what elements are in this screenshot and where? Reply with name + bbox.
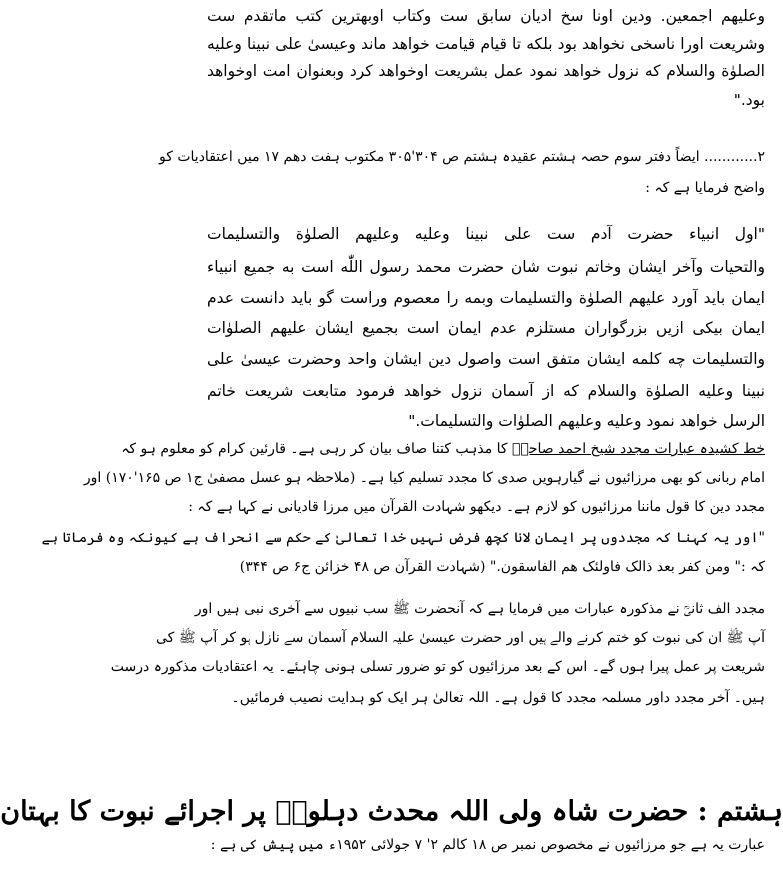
- text-line: وعلیهم اجمعین. ودین اونا سخ ادیان سابق ست وکتاب اوبهترین کتب ماتقدم ست: [207, 7, 765, 25]
- underlined-phrase: خط کشیدہ عبارات مجدد شیخ احمد صاحبؒ: [512, 441, 765, 457]
- text-line: آپ ﷺ ان کی نبوت کو ختم کرنے والے ہیں اور حضرت عیسیٰ علیہ السلام آسمان سے نازل ہو کر آپ ﷺ کی: [156, 630, 765, 646]
- text-line: ہیں۔ آخر مجدد داور مسلمہ مجدد کا قول ہے۔ اللہ تعالیٰ ہر ایک کو ہدایت نصیب فرمائیں۔: [231, 690, 765, 706]
- text-line: "اور یہ کہنا کہ مجددوں پر ایمان لانا کچھ فرض نہیں خدا تعالیٰ کے حکم سے انحراف ہے کیونکہ وہ فرماتا ہے: [41, 530, 765, 546]
- text-line: والتسلیمات چه کلمه ایشان متفق است واصول دین ایشان واحد وحضرت عیسیٰ علی: [207, 350, 765, 368]
- text-line: الرسل خواهد نمود وعلیه وعلیهم الصلوٰات والتسلیمات.": [408, 412, 765, 430]
- text-line: مجدد الف ثانیؒ نے مذکورہ عبارات میں فرمایا ہے کہ آنحضرت ﷺ سب نبیوں سے آخری نبی ہیں اور: [194, 601, 765, 617]
- text-line: مجدد دین کا قول ماننا مرزائیوں کو لازم ہے۔ دیکھو شہادت القرآن میں مرزا قادیانی نے کہا ہے کہ :: [188, 499, 765, 515]
- text-line: "اول انبیاء حضرت آدم ست علی نبینا وعلیه وعلیهم الصلوٰة والتسلیمات: [207, 225, 765, 243]
- text-line: امام ربانی کو بھی مرزائیوں نے گیارہویں صدی کا مجدد تسلیم کیا ہے۔ (ملاحظہ ہو عسل مصفیٰ ج۱ ص ۱۶۵'۱۷۰) اور: [83, 470, 765, 486]
- text-line: نبینا وعلیه الصلوٰة والسلام که از آسمان نزول خواهد فرمود متابعت شریعت خاتم: [207, 382, 765, 400]
- text-line: ۲............ ایضاً دفتر سوم حصہ ہشتم عقیدہ ہشتم ص ۳۰۴'۳۰۵ مکتوب ہفت دھم ۱۷ میں اعتقادیات کو: [159, 149, 765, 165]
- text-line: الصلوٰة والسلام که نزول خواهد نمود عمل بشریعت اوخواهد کرد وبعنوان امت اوخواهد: [207, 62, 765, 80]
- text-line: خط کشیدہ عبارات مجدد شیخ احمد صاحبؒ کا مذہب کتنا صاف بیان کر رہی ہے۔ قارئین کرام کو معلوم ہو کہ: [121, 441, 765, 457]
- section-heading: ہشتم : حضرت شاہ ولی اللہ محدث دہلویؒ پر اجرائے نبوت کا بہتان: [0, 796, 783, 827]
- text-line: شریعت پر عمل پیرا ہوں گے۔ اس کے بعد مرزائیوں کو تو ضرور تسلی ہونی چاہئے۔ یہ اعتقادیات مذکورہ درست: [110, 659, 765, 675]
- text-line: والتحیات وآخر ایشان وخاتم نبوت شان حضرت محمد رسول اللّٰه است به جمیع انبیاء: [207, 258, 765, 276]
- text-line: وشریعت اورا ناسخی نخواهد بود بلکه تا قیام قیامت خواهد ماند وعیسیٰ علی نبینا وعلیه: [207, 35, 765, 53]
- text-line: بود.": [733, 91, 765, 109]
- text-line: واضح فرمایا ہے کہ :: [645, 180, 765, 196]
- text-line: کہ :" ومن کفر بعد ذالک فاولئک هم الفاسقون." (شہادت القرآن ص ۴۸ خزائن ج۶ ص ۳۴۴): [239, 559, 765, 575]
- text-line: ایمان باید آورد علیهم الصلوٰة والتسلیمات وبمه را معصوم وراست گو باید دانست عدم: [207, 289, 765, 307]
- text-line: عبارت یہ ہے جو مرزائیوں نے مخصوص نمبر ص ۱۸ کالم ۲' ۷ جولائی ۱۹۵۲ء میں پیش کی ہے :: [210, 837, 765, 853]
- text-line: ایمان بیکی ازیں بزرگواران مستلزم عدم ایمان است بجمیع ایشان علیهم الصلوٰات: [207, 319, 765, 337]
